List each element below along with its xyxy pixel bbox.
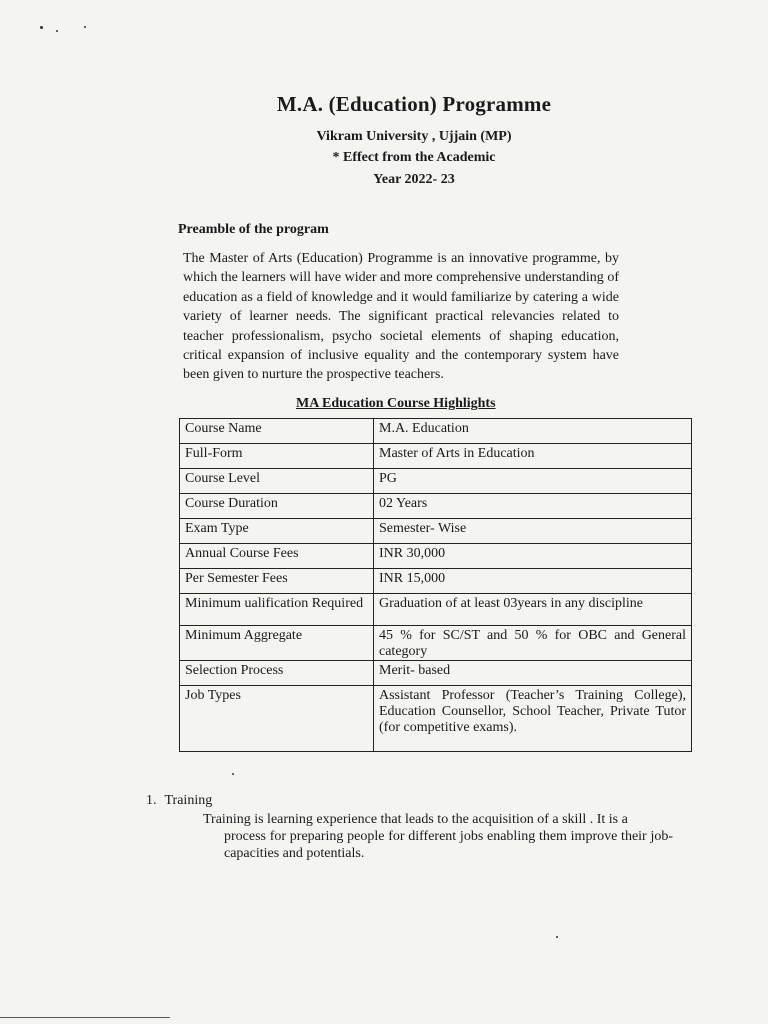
training-first-line: Training is learning experience that leads to the acquisition of a skill . It is a: [203, 812, 628, 827]
year-line: Year 2022- 23: [373, 172, 455, 187]
row-value: 02 Years: [374, 494, 692, 519]
row-value: 45 % for SC/ST and 50 % for OBC and General category: [374, 626, 692, 661]
row-label: Exam Type: [180, 519, 374, 544]
row-label: Course Duration: [180, 494, 374, 519]
row-value: Semester- Wise: [374, 519, 692, 544]
training-paragraph: [203, 811, 673, 862]
row-value: INR 15,000: [374, 569, 692, 594]
table-row: [180, 626, 692, 661]
section-number: 1.: [146, 793, 157, 808]
table-row: [180, 686, 692, 752]
row-label: Per Semester Fees: [180, 569, 374, 594]
highlights-title: MA Education Course Highlights: [296, 396, 496, 411]
row-label: Course Name: [180, 419, 374, 444]
row-label: Minimum Aggregate: [180, 626, 374, 661]
section-title: Training: [164, 793, 213, 808]
table-row: [180, 494, 692, 519]
row-value: Merit- based: [374, 661, 692, 686]
row-value: M.A. Education: [374, 419, 692, 444]
row-value: Master of Arts in Education: [374, 444, 692, 469]
highlights-table: [179, 418, 692, 752]
row-label: Selection Process: [180, 661, 374, 686]
table-row: [180, 544, 692, 569]
preamble-text: The Master of Arts (Education) Programme is an innovative programme, by which the learners will have wider and more comprehensive understanding of education as a field of knowledge and it would familiarize by catering a wide variety of learner needs. The significant practical relevancies related to teacher professionalism, psycho societal elements of shaping education, critical expansion of inclusive equality and the contemporary system have been given to nurture the prospective teachers.: [183, 251, 619, 383]
table-row: [180, 519, 692, 544]
scan-speck: [232, 773, 234, 775]
university-line: Vikram University , Ujjain (MP): [316, 129, 512, 144]
row-label: Minimum ualification Required: [180, 594, 374, 626]
preamble-heading: Preamble of the program: [178, 222, 329, 237]
scan-speck: [84, 26, 86, 28]
effect-line: * Effect from the Academic: [332, 150, 496, 165]
table-row: [180, 569, 692, 594]
table-row: [180, 661, 692, 686]
table-row: [180, 419, 692, 444]
table-row: [180, 594, 692, 626]
section-1-heading: [146, 793, 212, 809]
scan-speck: [556, 936, 558, 938]
table-row: [180, 444, 692, 469]
row-value: Assistant Professor (Teacher’s Training College), Education Counsellor, School Teacher, Private Tutor (for competitive exams).: [374, 686, 692, 752]
page-title: M.A. (Education) Programme: [276, 92, 552, 116]
footer-rule: [0, 1017, 170, 1018]
table-row: [180, 469, 692, 494]
row-value: Graduation of at least 03years in any discipline: [374, 594, 692, 626]
row-label: Full-Form: [180, 444, 374, 469]
row-value: INR 30,000: [374, 544, 692, 569]
scan-speck: [40, 26, 43, 29]
row-label: Course Level: [180, 469, 374, 494]
scan-speck: [56, 30, 58, 32]
training-rest: process for preparing people for different jobs enabling them improve their job-capacities and potentials.: [224, 829, 673, 861]
row-value: PG: [374, 469, 692, 494]
row-label: Job Types: [180, 686, 374, 752]
row-label: Annual Course Fees: [180, 544, 374, 569]
